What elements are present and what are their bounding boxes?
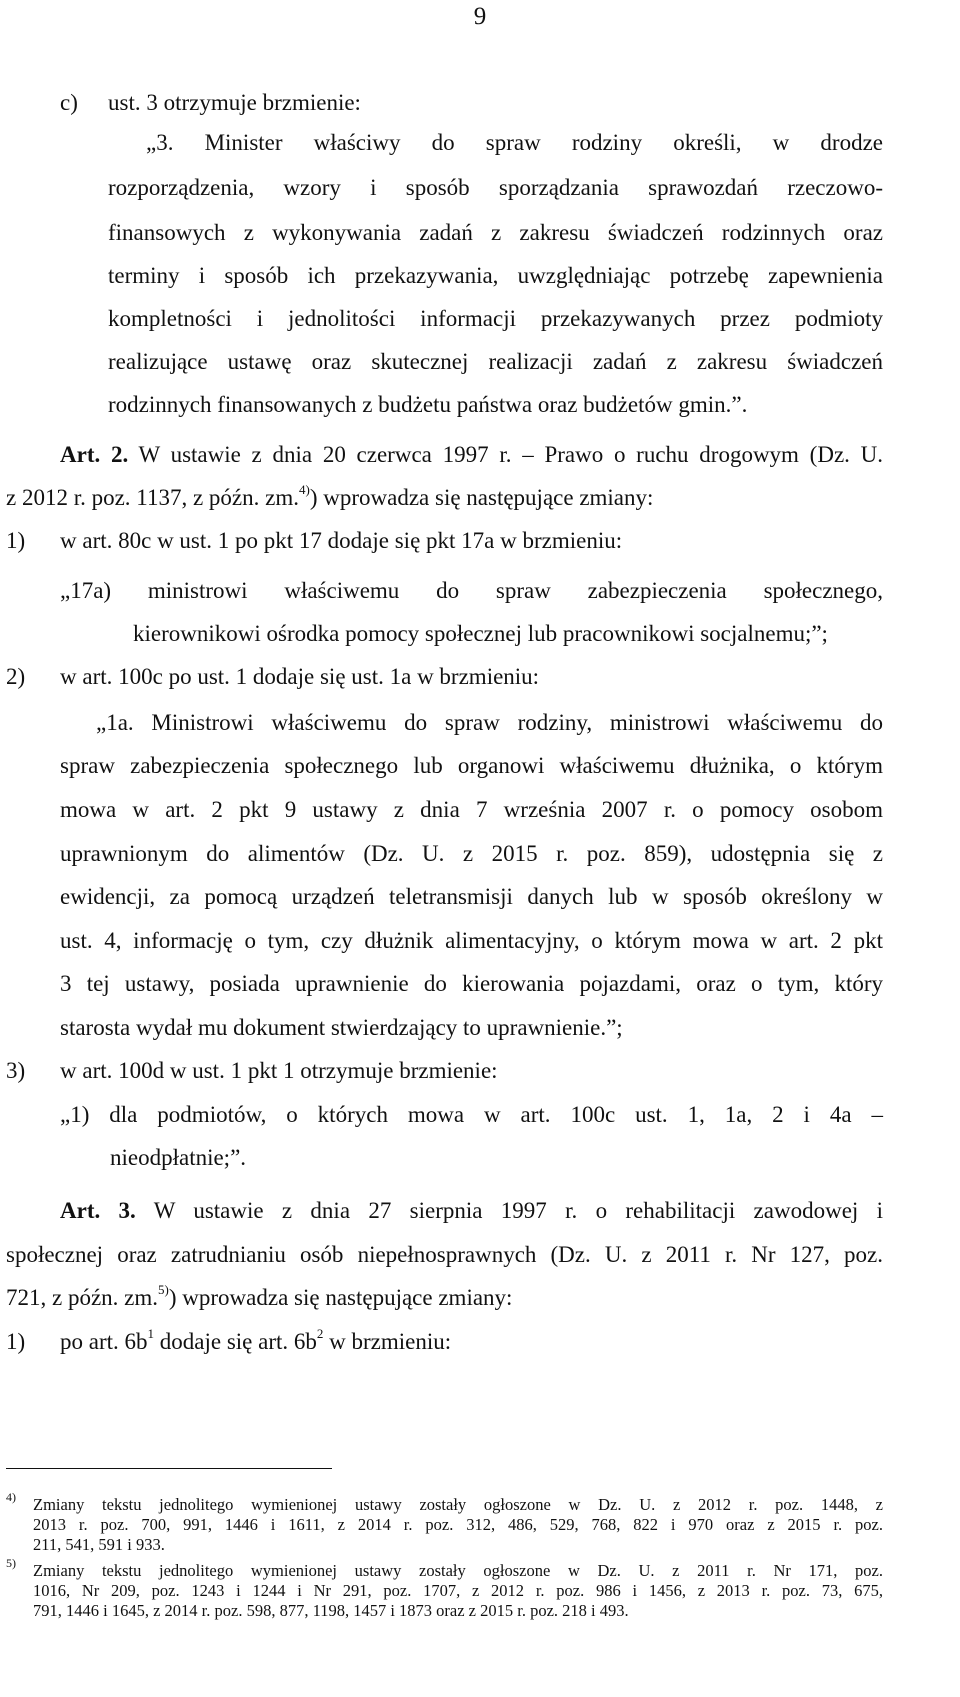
article-3-line <box>6 1283 512 1313</box>
article-text: W ustawie z dnia 27 sierpnia 1997 r. o rehabilitacji zawodowej i <box>135 1198 883 1223</box>
paragraph-line: finansowych z wykonywania zadań z zakresu świadczeń rodzinnych oraz <box>108 220 883 245</box>
footnote-line: Zmiany tekstu jednolitego wymienionej ustawy zostały ogłoszone w Dz. U. z 2012 r. poz. 1448, z <box>33 1495 883 1514</box>
paragraph-line: terminy i sposób ich przekazywania, uwzględniając potrzebę zapewnienia <box>108 263 883 288</box>
list-item-text: w art. 100c po ust. 1 dodaje się ust. 1a w brzmieniu: <box>60 664 540 689</box>
quote-line: starosta wydał mu dokument stwierdzający to uprawnienie.”; <box>60 1015 623 1040</box>
paragraph-line: realizujące ustawę oraz skutecznej realizacji zadań z zakresu świadczeń <box>108 349 883 374</box>
article-text: W ustawie z dnia 20 czerwca 1997 r. – Prawo o ruchu drogowym (Dz. U. <box>128 442 883 467</box>
paragraph-line: rozporządzenia, wzory i sposób sporządzania sprawozdań rzeczowo- <box>108 175 883 200</box>
quote-line: spraw zabezpieczenia społecznego lub organowi właściwemu dłużnika, o którym <box>60 753 883 778</box>
quote-line: ewidencji, za pomocą urządzeń teletransmisji danych lub w sposób określony w <box>60 884 883 909</box>
footnote-line: 2013 r. poz. 700, 991, 1446 i 1611, z 2014 r. poz. 312, 486, 529, 768, 822 i 970 oraz z 2015 r. poz. <box>33 1515 883 1534</box>
superscript: 1 <box>147 1326 155 1342</box>
quote-line: „1) dla podmiotów, o których mowa w art. 100c ust. 1, 1a, 2 i 4a – <box>60 1102 883 1127</box>
quote-line: ust. 4, informację o tym, czy dłużnik alimentacyjny, o którym mowa w art. 2 pkt <box>60 928 883 953</box>
list-item-text: w art. 100d w ust. 1 pkt 1 otrzymuje brzmienie: <box>60 1058 498 1083</box>
list-label: 2) <box>6 664 26 689</box>
list-item-text <box>60 1327 451 1357</box>
list-item-text: ust. 3 otrzymuje brzmienie: <box>108 90 361 115</box>
quote-line: nieodpłatnie;”. <box>110 1145 247 1170</box>
footnote-line: Zmiany tekstu jednolitego wymienionej ustawy zostały ogłoszone w Dz. U. z 2011 r. Nr 171, poz. <box>33 1561 883 1580</box>
quote-line: kierownikowi ośrodka pomocy społecznej lub pracownikowi socjalnemu;”; <box>133 621 828 646</box>
article-text: ) wprowadza się następujące zmiany: <box>168 1285 513 1310</box>
quote-line: uprawnionym do alimentów (Dz. U. z 2015 r. poz. 859), udostępnia się z <box>60 841 883 866</box>
footnote-ref: 4) <box>298 482 310 498</box>
article-text: 721, z późn. zm. <box>6 1285 159 1310</box>
page-number: 9 <box>473 3 487 30</box>
footnote-line: 1016, Nr 209, poz. 1243 i 1244 i Nr 291, poz. 1707, z 2012 r. poz. 986 i 1456, z 2013 r. poz. 73, 675, <box>33 1581 883 1600</box>
paragraph-line: rodzinnych finansowanych z budżetu państwa oraz budżetów gmin.”. <box>108 392 748 417</box>
list-label: 1) <box>6 1329 26 1354</box>
quote-line: mowa w art. 2 pkt 9 ustawy z dnia 7 września 2007 r. o pomocy osobom <box>60 797 883 822</box>
article-2-line <box>6 483 653 513</box>
footnote-mark: 4) <box>6 1490 16 1504</box>
article-text: po art. 6b <box>60 1329 148 1354</box>
quote-line: „17a) ministrowi właściwemu do spraw zabezpieczenia społecznego, <box>60 578 883 603</box>
list-label: 1) <box>6 528 26 553</box>
article-3-heading <box>60 1196 883 1226</box>
footnote-mark: 5) <box>6 1556 16 1570</box>
article-text: w brzmieniu: <box>323 1329 452 1354</box>
footnote-ref: 5) <box>158 1282 169 1298</box>
quote-line: 3 tej ustawy, posiada uprawnienie do kierowania pojazdami, oraz o tym, który <box>60 971 883 996</box>
superscript: 2 <box>316 1326 324 1342</box>
quote-line: „1a. Ministrowi właściwemu do spraw rodziny, ministrowi właściwemu do <box>96 710 883 735</box>
paragraph-line: „3. Minister właściwy do spraw rodziny określi, w drodze <box>146 130 883 155</box>
article-text: ) wprowadza się następujące zmiany: <box>309 485 654 510</box>
footnote-line: 211, 541, 591 i 933. <box>33 1535 165 1554</box>
paragraph-line: kompletności i jednolitości informacji przekazywanych przez podmioty <box>108 306 883 331</box>
article-text: z 2012 r. poz. 1137, z późn. zm. <box>6 485 299 510</box>
list-label: 3) <box>6 1058 26 1083</box>
article-3-line: społecznej oraz zatrudnianiu osób niepełnosprawnych (Dz. U. z 2011 r. Nr 127, poz. <box>6 1242 883 1267</box>
footnote-separator <box>6 1468 332 1469</box>
list-label: c) <box>60 90 78 115</box>
article-text: dodaje się art. 6b <box>154 1329 317 1354</box>
footnote-line: 791, 1446 i 1645, z 2014 r. poz. 598, 877, 1198, 1457 i 1873 oraz z 2015 r. poz. 218 i 493. <box>33 1601 629 1620</box>
article-2-heading <box>60 440 883 470</box>
article-label: Art. 3. <box>60 1198 136 1223</box>
list-item-text: w art. 80c w ust. 1 po pkt 17 dodaje się pkt 17a w brzmieniu: <box>60 528 623 553</box>
article-label: Art. 2. <box>60 442 129 467</box>
